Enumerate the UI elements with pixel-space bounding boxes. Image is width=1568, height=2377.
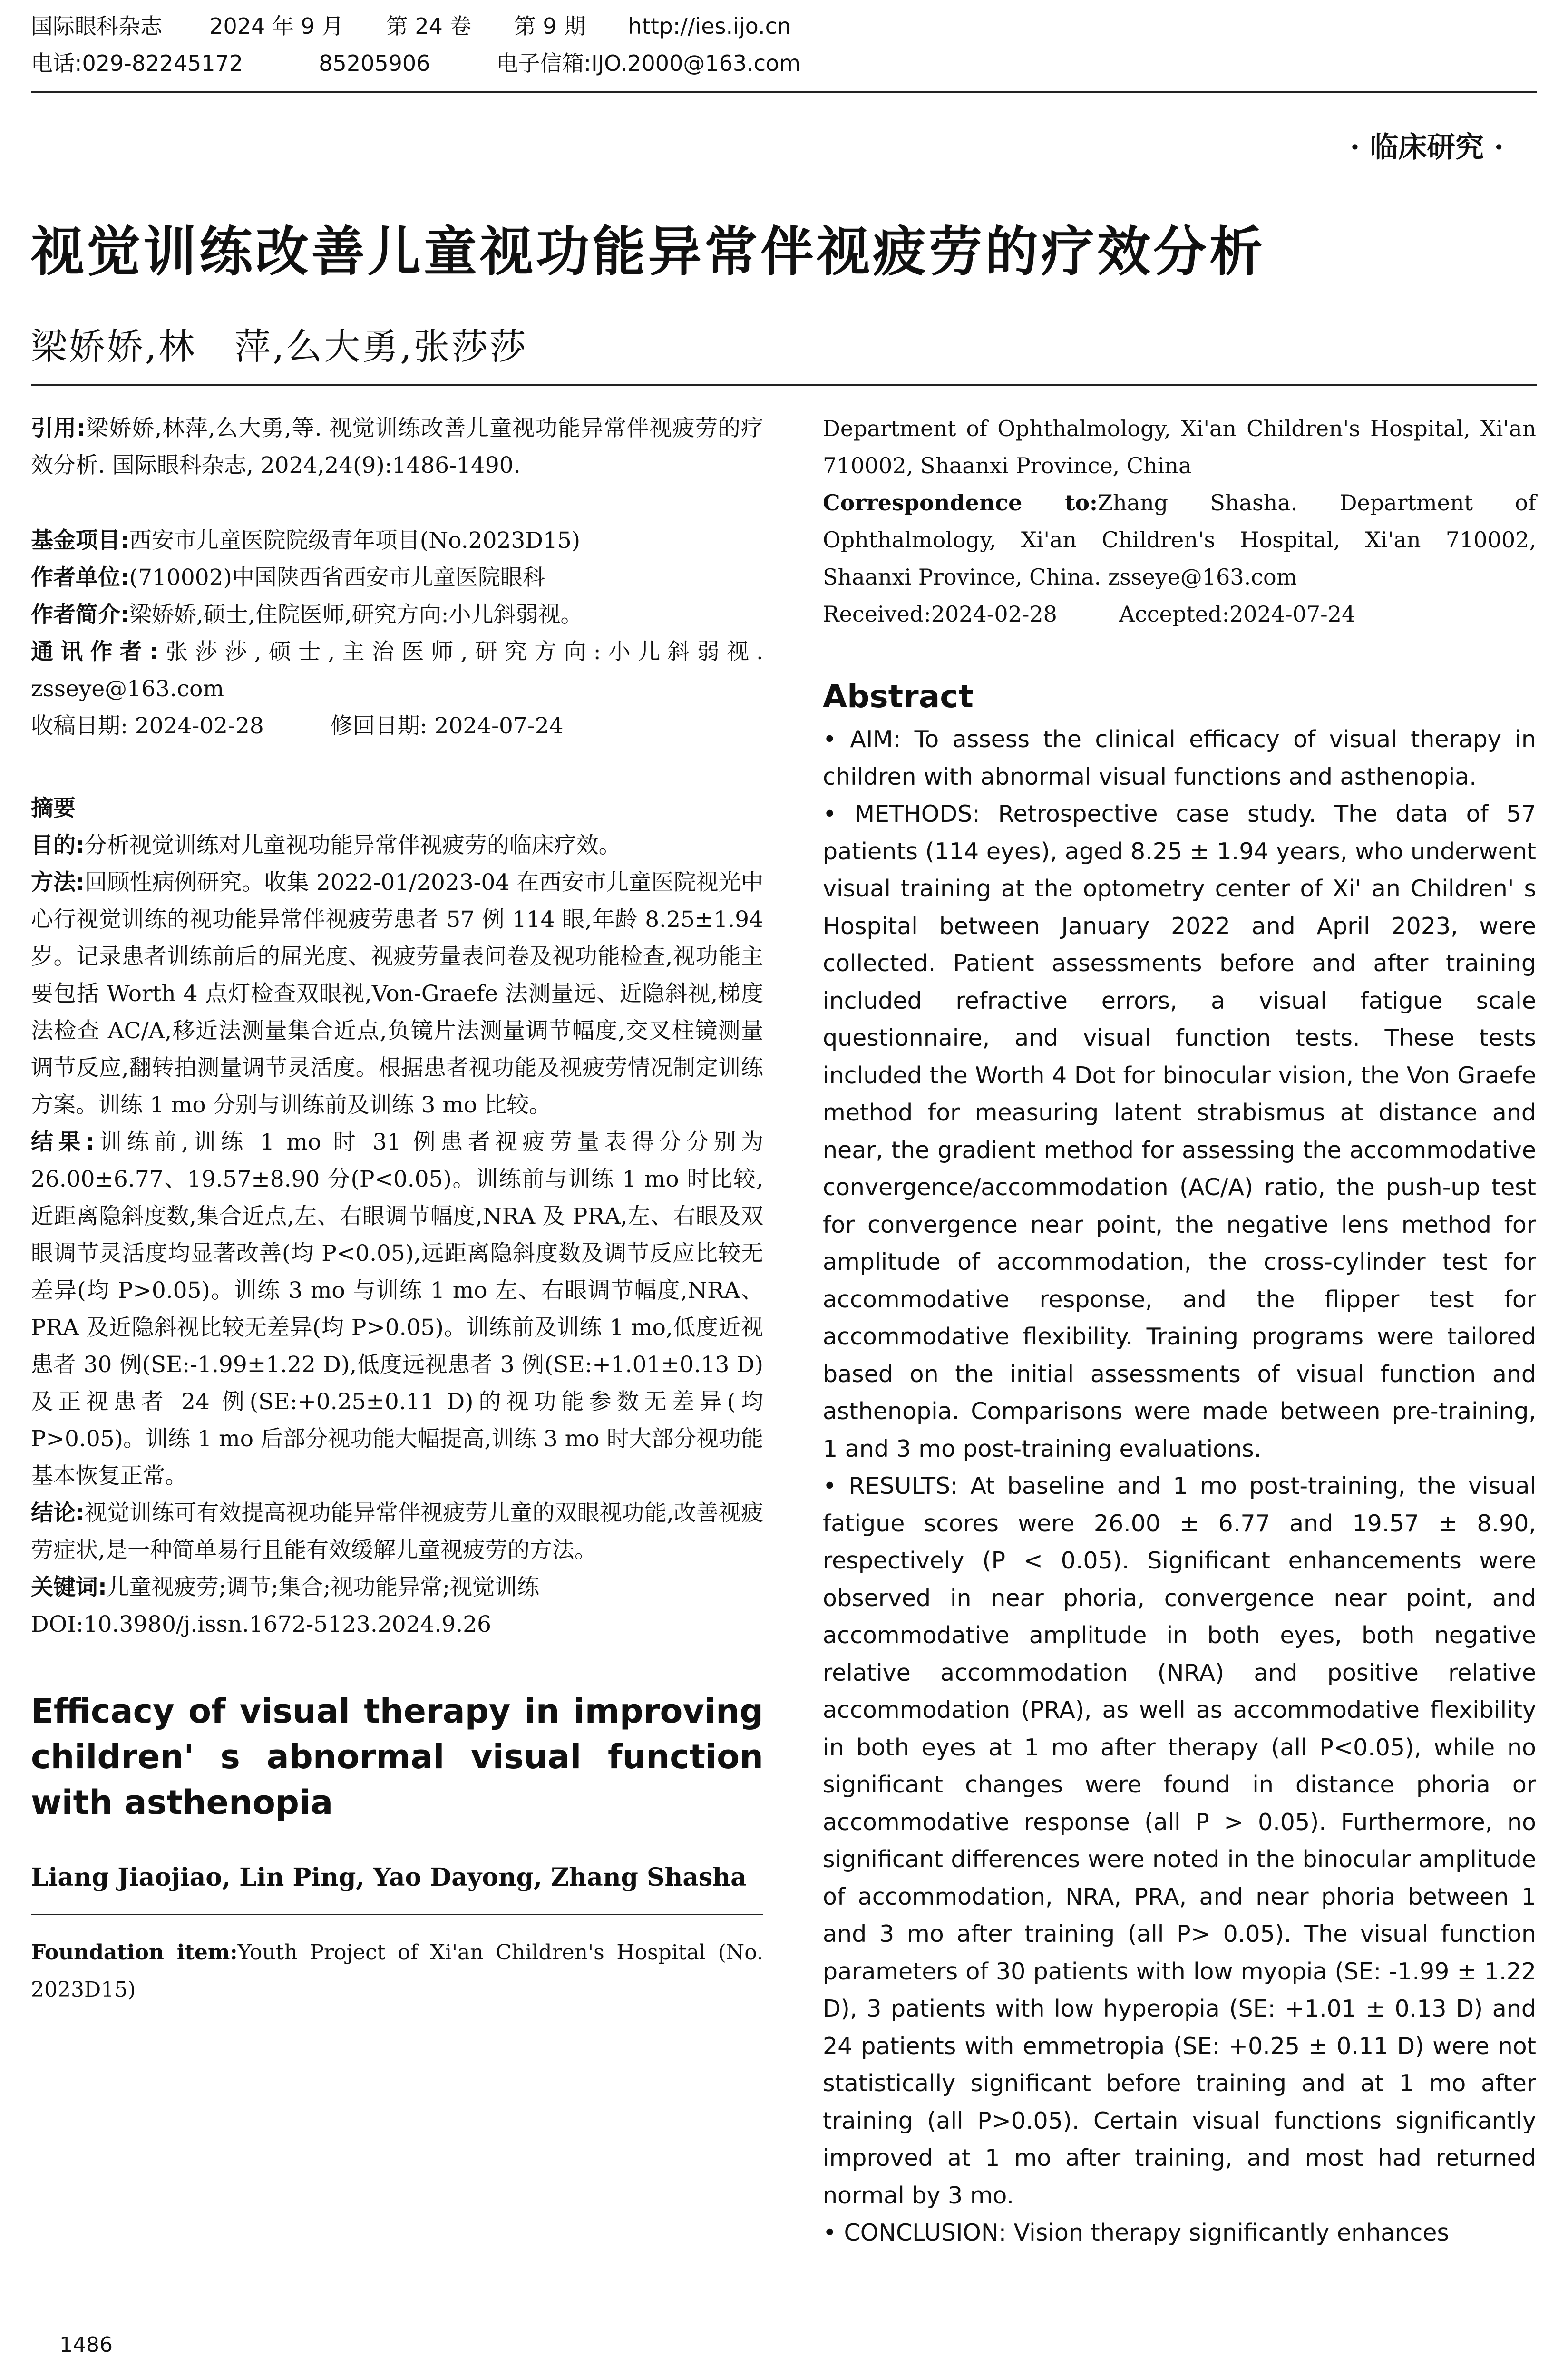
- abstract-heading-cn: 摘要: [31, 795, 76, 821]
- dates-cn: 收稿日期: 2024-02-28 修回日期: 2024-07-24: [31, 713, 564, 739]
- conclusion-en: • CONCLUSION: Vision therapy significantly enhances: [823, 2219, 1449, 2246]
- methods-en: • METHODS: Retrospective case study. The data of 57 patients (114 eyes), aged 8.25 ± 1.94 years, who underwent visual training at the optometry center of Xi' an Children' s Hospital between January 2022 and April 2023, were collected. Patient assessments before and after training included refractive errors, a visual fatigue scale questionnaire, and visual function tests. These tests included the Worth 4 Dot for binocular vision, the Von Graefe method for measuring latent strabismus at distance and near, the gradient method for assessing the accommodative convergence/accommodation (AC/A) ratio, the push-up test for convergence near point, the negative lens method for amplitude of accommodation, the cross-cylinder test for accommodative response, and the flipper test for accommodative flexibility. Training programs were tailored based on the initial assessments of visual function and asthenopia. Comparisons were made between pre-training, 1 and 3 mo post-training evaluations.: [823, 800, 1537, 1462]
- affiliation-en: Department of Ophthalmology, Xi'an Children's Hospital, Xi'an 710002, Shaanxi Province, China: [823, 416, 1536, 478]
- page-number: 1486: [59, 2333, 113, 2357]
- citation: 引用:梁娇娇,林萍,么大勇,等. 视觉训练改善儿童视功能异常伴视疲劳的疗效分析. 国际眼科杂志, 2024,24(9):1486-1490.: [31, 415, 764, 478]
- right-column: [823, 410, 1536, 2252]
- corresponding-author: 通讯作者:张莎莎,硕士,主治医师,研究方向:小儿斜弱视. zsseye@163.com: [31, 639, 764, 702]
- results-cn: 结果:训练前,训练 1 mo 时 31 例患者视疲劳量表得分分别为 26.00±6.77、19.57±8.90 分(P<0.05)。训练前与训练 1 mo 时比较,近距离隐斜度数,集合近点,左、右眼调节幅度,NRA 及 PRA,左、右眼及双眼调节灵活度均显著改善(均 P<0.05),远距离隐斜度数及调节反应比较无差异(均 P>0.05)。训练 3 mo 与训练 1 mo 左、右眼调节幅度,NRA、PRA 及近隐斜视比较无差异(均 P>0.05)。训练前及训练 1 mo,低度近视患者 30 例(SE:-1.99±1.22 D),低度远视患者 3 例(SE:+1.01±0.13 D)及正视患者 24 例(SE:+0.25±0.11 D)的视功能参数无差异(均 P>0.05)。训练 1 mo 后部分视功能大幅提高,训练 3 mo 时大部分视功能基本恢复正常。: [31, 1129, 763, 1489]
- english-authors: Liang Jiaojiao, Lin Ping, Yao Dayong, Zhang Shasha: [31, 1863, 747, 1892]
- journal-url[interactable]: http://ies.ijo.cn: [628, 13, 791, 39]
- issue-date: 2024 年 9 月: [209, 13, 344, 39]
- journal-name: 国际眼科杂志: [31, 13, 162, 39]
- correspondence-en: Correspondence to:Zhang Shasha. Department of Ophthalmology, Xi'an Children's Hospital, Xi'an 710002, Shaanxi Province, China. zsseye@163.com: [823, 490, 1537, 590]
- aim-en: • AIM: To assess the clinical efficacy of visual therapy in children with abnormal visual functions and asthenopia.: [823, 726, 1536, 790]
- author-list: 梁娇娇,林 萍,么大勇,张莎莎: [31, 325, 528, 368]
- author-intro: 作者简介:梁娇娇,硕士,住院医师,研究方向:小儿斜弱视。: [31, 602, 583, 628]
- header-rule: [31, 91, 1537, 93]
- author-unit: 作者单位:(710002)中国陕西省西安市儿童医院眼科: [31, 565, 545, 591]
- doi[interactable]: DOI:10.3980/j.issn.1672-5123.2024.9.26: [31, 1611, 492, 1637]
- aim-cn: 目的:分析视觉训练对儿童视功能异常伴视疲劳的临床疗效。: [31, 832, 621, 858]
- foundation-item: Foundation item:Youth Project of Xi'an Children's Hospital (No. 2023D15): [31, 1940, 763, 2002]
- left-column: [31, 410, 763, 2008]
- volume: 第 24 卷: [386, 13, 472, 39]
- methods-cn: 方法:回顾性病例研究。收集 2022-01/2023-04 在西安市儿童医院视光中心行视觉训练的视功能异常伴视疲劳患者 57 例 114 眼,年龄 8.25±1.94 岁。记录患者训练前后的屈光度、视疲劳量表问卷及视功能检查,视功能主要包括 Worth 4 点灯检查双眼视,Von-Graefe 法测量远、近隐斜视,梯度法检查 AC/A,移近法测量集合近点,负镜片法测量调节幅度,交叉柱镜测量调节反应,翻转拍测量调节灵活度。根据患者视功能及视疲劳情况制定训练方案。训练 1 mo 分别与训练前及训练 3 mo 比较。: [31, 869, 763, 1118]
- english-title: Efficacy of visual therapy in improving children' s abnormal visual function with asthenopia: [31, 1692, 763, 1822]
- page-title: 视觉训练改善儿童视功能异常伴视疲劳的疗效分析: [31, 221, 1266, 283]
- section-tag: · 临床研究 ·: [1350, 131, 1504, 164]
- keywords-cn: 关键词:儿童视疲劳;调节;集合;视功能异常;视觉训练: [31, 1574, 540, 1600]
- results-en: • RESULTS: At baseline and 1 mo post-training, the visual fatigue scores were 26.00 ± 6.77 and 19.57 ± 8.90, respectively (P < 0.05). Significant enhancements were observed in near phoria, convergence near point, and accommodative amplitude in both eyes, both negative relative accommodation (NRA) and positive relative accommodation (PRA), as well as accommodative flexibility in both eyes at 1 mo after therapy (all P<0.05), while no significant changes were found in distance phoria or accommodative response (all P > 0.05). Furthermore, no significant differences were noted in the binocular amplitude of accommodation, NRA, PRA, and near phoria between 1 and 3 mo after training (all P> 0.05). The visual function parameters of 30 patients with low myopia (SE: -1.99 ± 1.22 D), 3 patients with low hyperopia (SE: +1.01 ± 0.13 D) and 24 patients with emmetropia (SE: +0.25 ± 0.11 D) were not statistically significant before training and at 1 mo after training (all P>0.05). Certain visual functions significantly improved at 1 mo after training, and most had returned normal by 3 mo.: [823, 1472, 1536, 2209]
- issue: 第 9 期: [514, 13, 586, 39]
- journal-email[interactable]: 电子信箱:IJO.2000@163.com: [496, 50, 800, 76]
- title-rule: [31, 384, 1537, 386]
- phone: 电话:029-82245172: [31, 50, 243, 76]
- conclusion-cn: 结论:视觉训练可有效提高视功能异常伴视疲劳儿童的双眼视功能,改善视疲劳症状,是一种简单易行且能有效缓解儿童视疲劳的方法。: [31, 1500, 763, 1563]
- running-header-line1: [31, 10, 791, 42]
- phone2: 85205906: [319, 50, 430, 76]
- abstract-heading-en: Abstract: [823, 678, 974, 715]
- running-header-line2: [31, 48, 800, 79]
- dates-en: Received:2024-02-28 Accepted:2024-07-24: [823, 601, 1356, 627]
- fund: 基金项目:西安市儿童医院院级青年项目(No.2023D15): [31, 527, 581, 554]
